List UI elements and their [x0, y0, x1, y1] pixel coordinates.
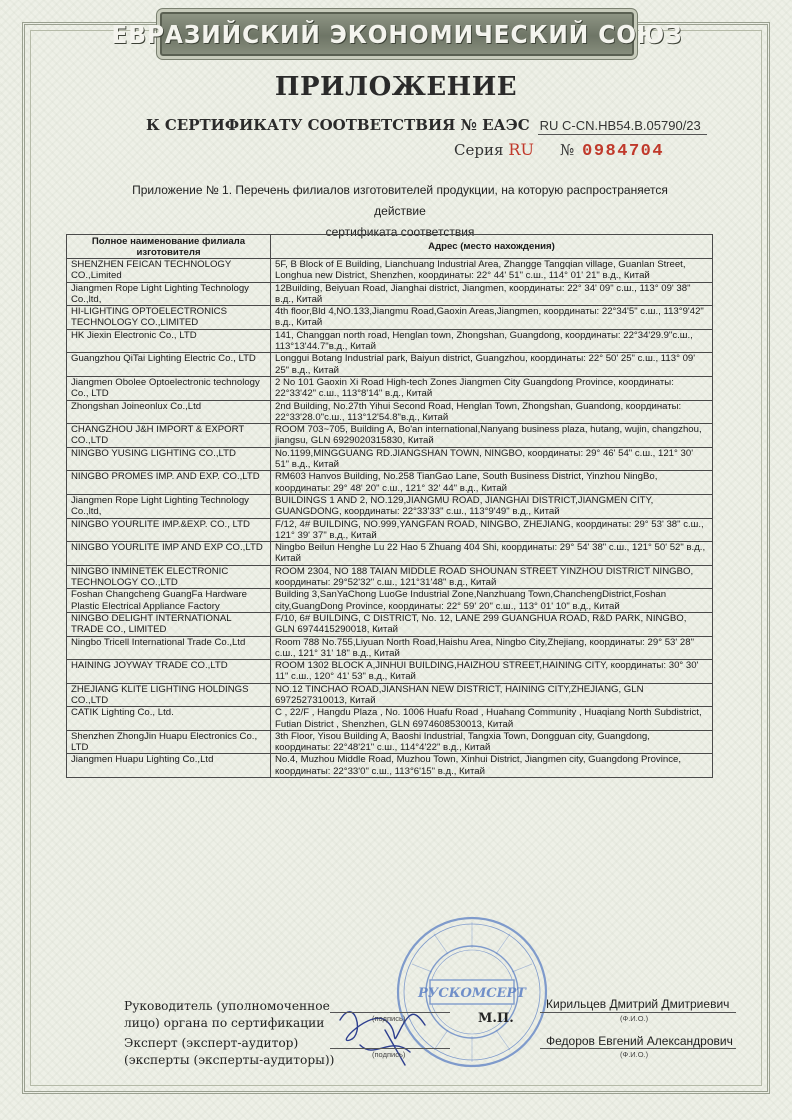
document-title: ПРИЛОЖЕНИЕ	[274, 72, 518, 102]
branch-name-cell: CATIK Lighting Co., Ltd.	[67, 707, 271, 731]
table-row	[67, 660, 713, 684]
head-signature-line	[330, 1012, 450, 1013]
branch-name-cell: Ningbo Tricell International Trade Co.,Ltd	[67, 636, 271, 660]
head-line-1: Руководитель (уполномоченное	[124, 999, 330, 1013]
branch-address-cell: Longgui Botang Industrial park, Baiyun district, Guangzhou, координаты: 22° 50' 25" с.ш., 113° 09' 25" в.д., Китай	[271, 353, 713, 377]
branch-name-cell: NINGBO YOURLITE IMP AND EXP CO.,LTD	[67, 542, 271, 566]
series-block	[454, 140, 664, 161]
table-row	[67, 636, 713, 660]
branch-name-cell: NINGBO YOURLITE IMP.&EXP. CO., LTD	[67, 518, 271, 542]
branch-address-cell: No.1199,MINGGUANG RD.JIANGSHAN TOWN, NINGBO, координаты: 29° 46' 54" с.ш., 121° 30' 51" в.д., Китай	[271, 447, 713, 471]
head-of-body-label	[124, 998, 330, 1032]
table-row	[67, 494, 713, 518]
expert-line-1: Эксперт (эксперт-аудитор)	[124, 1036, 299, 1050]
number-label: №	[559, 141, 575, 159]
table-row	[67, 329, 713, 353]
branch-address-cell: RM603 Hanvos Building, No.258 TianGao Lane, South Business District, Yinzhou NingBo, координаты: 29° 48' 20" с.ш., 121° 32' 44" в.д., Китай	[271, 471, 713, 495]
branch-name-cell: Foshan Changcheng GuangFa Hardware Plastic Electrical Appliance Factory	[67, 589, 271, 613]
branch-address-cell: 2 No 101 Gaoxin Xi Road High-tech Zones Jiangmen City Guangdong Province, координаты: 22°33'42" с.ш., 113°8'14" в.д., Китай	[271, 376, 713, 400]
head-line-2: лицо) органа по сертификации	[124, 1016, 325, 1030]
expert-fio-caption: (Ф.И.О.)	[620, 1050, 649, 1059]
branch-name-cell: HI-LIGHTING OPTOELECTRONICS TECHNOLOGY CO.,LIMITED	[67, 306, 271, 330]
branch-name-cell: HK Jiexin Electronic Co., LTD	[67, 329, 271, 353]
table-row	[67, 353, 713, 377]
table-row	[67, 376, 713, 400]
expert-line-2: (эксперты (эксперты-аудиторы))	[124, 1053, 335, 1067]
head-name-line	[540, 1012, 736, 1013]
table-row	[67, 282, 713, 306]
branch-address-cell: 2nd Building, No.27th Yihui Second Road, Henglan Town, Zhongshan, Guandong, координаты: 22°33'28.0"с.ш., 113°12'54.8"в.д., Китай	[271, 400, 713, 424]
branch-address-cell: C , 22/F , Hangdu Plaza , No. 1006 Huafu Road , Huahang Community , Huaqiang North Subdistrict, Futian District , Shenzhen, GLN 6974608530013, Китай	[271, 707, 713, 731]
branch-name-cell: Shenzhen ZhongJin Huapu Electronics Co., LTD	[67, 730, 271, 754]
branch-name-cell: NINGBO PROMES IMP. AND EXP. CO.,LTD	[67, 471, 271, 495]
table-row	[67, 730, 713, 754]
branch-address-cell: ROOM 703~705, Building A, Bo'an international,Nanyang business plaza, hutang, wujin, changzhou, jiangsu, GLN 6929020315830, Китай	[271, 424, 713, 448]
branch-address-cell: 5F, B Block of E Building, Lianchuang Industrial Area, Zhangge Tangqian village, Guanlan Street, Longhua new District, Shenzhen, координаты: 22° 44' 51" с.ш., 114° 01' 21" в.д., Китай	[271, 259, 713, 283]
head-fio-caption: (Ф.И.О.)	[620, 1014, 649, 1023]
table-header-row	[67, 235, 713, 259]
subtitle: К СЕРТИФИКАТУ СООТВЕТСТВИЯ № ЕАЭС	[146, 116, 530, 134]
table-row	[67, 471, 713, 495]
column-header-address: Адрес (место нахождения)	[271, 235, 713, 259]
head-signature-caption: (подпись)	[372, 1014, 406, 1023]
branch-address-cell: F/10, 6# BUILDING, C DISTRICT, No. 12, LANE 299 GUANGHUA ROAD, R&D PARK, NINGBO, GLN 6974415290018, Китай	[271, 612, 713, 636]
branch-name-cell: HAINING JOYWAY TRADE CO.,LTD	[67, 660, 271, 684]
branch-address-cell: BUILDINGS 1 AND 2, NO.129,JIANGMU ROAD, JIANGHAI DISTRICT,JIANGMEN CITY, GUANGDONG, координаты: 22°33'33" с.ш., 113°9'49" в.д., Китай	[271, 494, 713, 518]
table-row	[67, 259, 713, 283]
branch-name-cell: Jiangmen Huapu Lighting Co.,Ltd	[67, 754, 271, 778]
branch-name-cell: NINGBO DELIGHT INTERNATIONAL TRADE CO., LIMITED	[67, 612, 271, 636]
stamp-mark-label: М.П.	[478, 1011, 514, 1026]
column-header-name: Полное наименование филиала изготовителя	[67, 235, 271, 259]
expert-signature-caption: (подпись)	[372, 1050, 406, 1059]
branch-name-cell: Zhongshan Joineonlux Co.,Ltd	[67, 400, 271, 424]
branch-name-cell: CHANGZHOU J&H IMPORT & EXPORT CO.,LTD	[67, 424, 271, 448]
table-row	[67, 754, 713, 778]
branch-address-cell: Room 788 No.755,Liyuan North Road,Haishu Area, Ningbo City,Zhejiang, координаты: 29° 53' 28" с.ш., 121° 31' 18" в.д., Китай	[271, 636, 713, 660]
series-code: RU	[508, 140, 534, 159]
branch-name-cell: NINGBO YUSING LIGHTING CO.,LTD	[67, 447, 271, 471]
table-row	[67, 518, 713, 542]
branch-address-cell: ROOM 1302 BLOCK A,JINHUI BUILDING,HAIZHOU STREET,HAINING CITY, координаты: 30° 30' 11" с.ш., 120° 41' 53" в.д., Китай	[271, 660, 713, 684]
branch-address-cell: 3th Floor, Yisou Building A, Baoshi Industrial, Tangxia Town, Dongguan city, Guangdong, координаты: 22°48'21" с.ш., 114°4'22" в.д., Китай	[271, 730, 713, 754]
branch-address-cell: F/12, 4# BUILDING, NO.999,YANGFAN ROAD, NINGBO, ZHEJIANG, координаты: 29° 53' 38" с.ш., 121° 39' 37" в.д., Китай	[271, 518, 713, 542]
table-row	[67, 424, 713, 448]
branch-name-cell: SHENZHEN FEICAN TECHNOLOGY CO.,Limited	[67, 259, 271, 283]
table-row	[67, 447, 713, 471]
expert-label	[124, 1035, 334, 1069]
certificate-reference	[146, 116, 707, 135]
series-label: Серия	[454, 141, 504, 159]
branch-address-cell: NO.12 TINCHAO ROAD,JIANSHAN NEW DISTRICT, HAINING CITY,ZHEJIANG, GLN 6972527310013, Китай	[271, 683, 713, 707]
intro-line-2: сертификата соответствия	[325, 225, 475, 239]
branch-name-cell: Jiangmen Obolee Optoelectronic technology Co., LTD	[67, 376, 271, 400]
branch-address-cell: Building 3,SanYaChong LuoGe Industrial Zone,Nanzhuang Town,ChanchengDistrict,Foshan city,GuangDong Province, координаты: 22° 59' 20" с.ш., 113° 01' 10" в.д., Китай	[271, 589, 713, 613]
table-row	[67, 683, 713, 707]
blank-number: 0984704	[582, 142, 665, 161]
stamp-center-text: РУСКОМСЕРТ	[418, 986, 526, 1001]
branch-address-cell: No.4, Muzhou Middle Road, Muzhou Town, Xinhui District, Jiangmen city, Guangdong Province, координаты: 22°33'0" с.ш., 113°6'15" в.д., Китай	[271, 754, 713, 778]
branch-address-cell: Ningbo Beilun Henghe Lu 22 Hao 5 Zhuang 404 Shi, координаты: 29° 54' 38" с.ш., 121° 50' 52" в.д., Китай	[271, 542, 713, 566]
table-row	[67, 707, 713, 731]
expert-name-line	[540, 1048, 736, 1049]
table-row	[67, 306, 713, 330]
branches-table	[66, 234, 713, 778]
branch-name-cell: NINGBO INMINETEK ELECTRONIC TECHNOLOGY CO.,LTD	[67, 565, 271, 589]
expert-name: Федоров Евгений Александрович	[546, 1034, 733, 1048]
certificate-number: RU C-CN.HB54.B.05790/23	[538, 118, 707, 135]
head-name: Кирильцев Дмитрий Дмитриевич	[546, 997, 730, 1011]
branch-name-cell: Jiangmen Rope Light Lighting Technology Co.,ltd,	[67, 282, 271, 306]
branch-address-cell: 4th floor,Bld 4,NO.133,Jiangmu Road,Gaoxin Areas,Jiangmen, координаты: 22°34'5" с.ш., 113°9'42" в.д., Китай	[271, 306, 713, 330]
banner-text: ЕВРАЗИЙСКИЙ ЭКОНОМИЧЕСКИЙ СОЮЗ	[111, 19, 683, 49]
eaeu-banner	[111, 12, 683, 56]
branch-name-cell: Jiangmen Rope Light Lighting Technology Co.,ltd,	[67, 494, 271, 518]
table-row	[67, 542, 713, 566]
branch-address-cell: 141, Changgan north road, Henglan town, Zhongshan, Guangdong, координаты: 22°34'29.9"с.ш., 113°13'44.7"в.д., Китай	[271, 329, 713, 353]
branch-name-cell: ZHEJIANG KLITE LIGHTING HOLDINGS CO.,LTD	[67, 683, 271, 707]
table-row	[67, 612, 713, 636]
table-row	[67, 565, 713, 589]
expert-signature-line	[330, 1048, 450, 1049]
table-body	[67, 259, 713, 778]
table-row	[67, 400, 713, 424]
intro-line-1: Приложение № 1. Перечень филиалов изготовителей продукции, на которую распространяется действие	[132, 183, 668, 218]
branch-address-cell: 12Building, Beiyuan Road, Jianghai district, Jiangmen, координаты: 22° 34' 09" с.ш., 113° 09' 38" в.д., Китай	[271, 282, 713, 306]
table-row	[67, 589, 713, 613]
branch-address-cell: ROOM 2304, NO 188 TAIAN MIDDLE ROAD SHOUNAN STREET YINZHOU DISTRICT NINGBO, координаты: 29°52'32" с.ш., 121°31'48" в.д., Китай	[271, 565, 713, 589]
branch-name-cell: Guangzhou QiTai Lighting Electric Co., LTD	[67, 353, 271, 377]
